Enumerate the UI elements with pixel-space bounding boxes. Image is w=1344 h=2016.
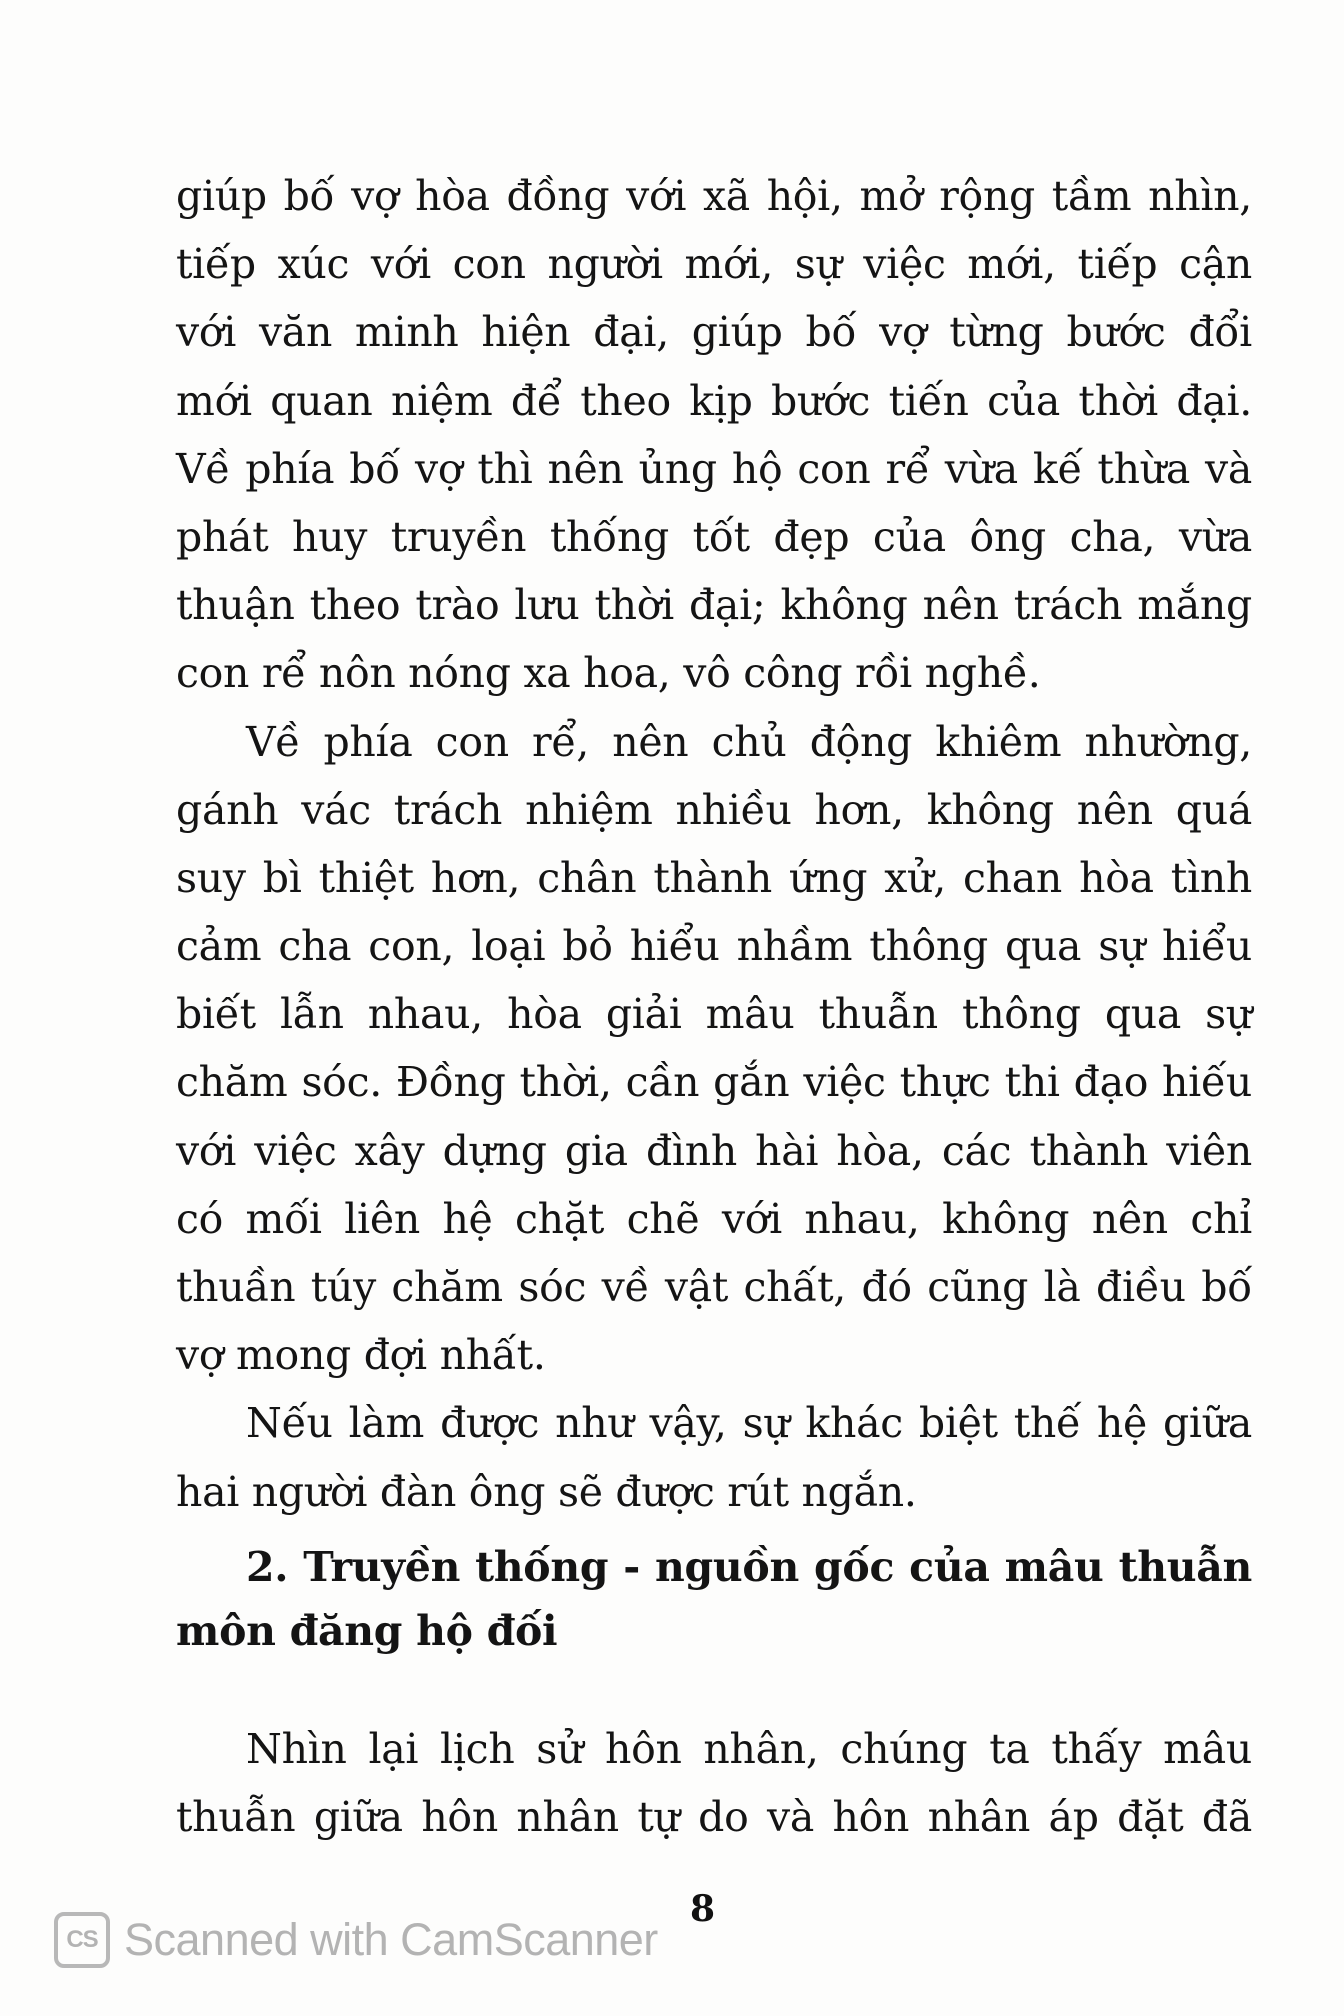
heading-line: 2. Truyền thống - nguồn gốc của mâu thuẫn	[246, 1543, 1252, 1591]
text-line: vợ mong đợi nhất.	[176, 1331, 546, 1380]
camscanner-watermark	[54, 1912, 658, 1968]
text-line: thuẫn giữa hôn nhân tự do và hôn nhân áp đặt đã	[176, 1793, 1252, 1842]
text-line: phát huy truyền thống tốt đẹp của ông cha, vừa	[176, 512, 1252, 561]
text-line: cảm cha con, loại bỏ hiểu nhầm thông qua sự hiểu	[176, 922, 1252, 971]
paragraph-3	[176, 1389, 1252, 1525]
camscanner-logo-icon: CS	[54, 1912, 110, 1968]
paragraph-1	[176, 162, 1252, 708]
text-line: suy bì thiệt hơn, chân thành ứng xử, chan hòa tình	[176, 853, 1252, 902]
paragraph-2	[176, 708, 1252, 1390]
section-heading	[176, 1535, 1252, 1663]
text-line: Về phía con rể, nên chủ động khiêm nhường,	[246, 717, 1252, 766]
text-line: con rể nôn nóng xa hoa, vô công rồi nghề.	[176, 649, 1041, 698]
text-line: thuận theo trào lưu thời đại; không nên trách mắng	[176, 581, 1252, 630]
text-line: gánh vác trách nhiệm nhiều hơn, không nên quá	[176, 785, 1252, 834]
text-line: tiếp xúc với con người mới, sự việc mới, tiếp cận	[176, 240, 1252, 289]
text-line: biết lẫn nhau, hòa giải mâu thuẫn thông qua sự	[176, 990, 1252, 1039]
text-line: Nếu làm được như vậy, sự khác biệt thế hệ giữa	[246, 1399, 1252, 1448]
watermark-text: Scanned with CamScanner	[124, 1914, 658, 1965]
text-line: chăm sóc. Đồng thời, cần gắn việc thực thi đạo hiếu	[176, 1058, 1252, 1107]
text-line: với việc xây dựng gia đình hài hòa, các thành viên	[176, 1126, 1252, 1175]
text-line: Nhìn lại lịch sử hôn nhân, chúng ta thấy mâu	[246, 1725, 1252, 1773]
text-line: hai người đàn ông sẽ được rút ngắn.	[176, 1467, 917, 1516]
text-line: thuần túy chăm sóc về vật chất, đó cũng là điều bố	[176, 1263, 1252, 1311]
text-line: mới quan niệm để theo kịp bước tiến của thời đại.	[176, 376, 1252, 425]
text-line: Về phía bố vợ thì nên ủng hộ con rể vừa kế thừa và	[176, 444, 1252, 493]
text-line: có mối liên hệ chặt chẽ với nhau, không nên chỉ	[176, 1194, 1252, 1243]
heading-line: môn đăng hộ đối	[176, 1607, 558, 1655]
paragraph-4	[176, 1715, 1252, 1851]
body-text	[176, 162, 1252, 1526]
page-number: 8	[690, 1888, 716, 1930]
text-line: với văn minh hiện đại, giúp bố vợ từng bước đổi	[176, 308, 1252, 357]
text-line: giúp bố vợ hòa đồng với xã hội, mở rộng tầm nhìn,	[176, 172, 1252, 220]
